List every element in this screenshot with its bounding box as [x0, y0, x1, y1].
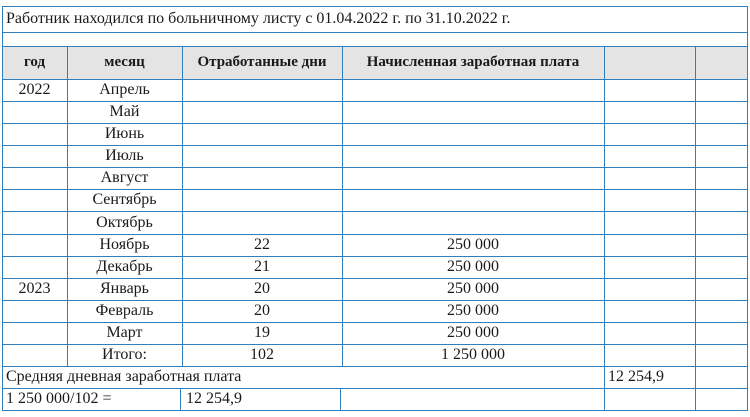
cell-year: [2, 101, 67, 123]
cell-worked-days: [182, 167, 342, 189]
grid-line-horizontal: [2, 79, 748, 80]
grid-line-horizontal: [2, 300, 748, 301]
cell-worked-days: [182, 79, 342, 101]
cell-accrued-salary: [342, 167, 604, 189]
cell-worked-days: [182, 145, 342, 167]
cell-accrued-salary: 250 000: [447, 301, 499, 319]
cell-year: [2, 300, 67, 322]
cell-year: 2022: [18, 81, 51, 99]
cell-month: Август: [100, 169, 149, 187]
cell-year: [2, 167, 67, 189]
cell-month: Февраль: [95, 301, 154, 319]
grid-line-vertical: [342, 46, 343, 366]
cell-month: Июль: [105, 147, 144, 165]
cell-year: [2, 344, 67, 366]
cell-worked-days: 22: [254, 235, 270, 253]
average-salary-label: Средняя дневная заработная плата: [6, 368, 242, 385]
average-salary-value: 12 254,9: [608, 368, 664, 385]
cell-accrued-salary: [342, 123, 604, 145]
grid-line-horizontal: [2, 278, 748, 279]
grid-line-vertical: [180, 388, 181, 410]
cell-year: [2, 189, 67, 211]
grid-line-vertical: [695, 46, 696, 410]
grid-line-horizontal: [2, 167, 748, 168]
cell-worked-days: 20: [254, 301, 270, 319]
table-title: Работник находился по больничному листу с 01.04.2022 г. по 31.10.2022 г.: [6, 10, 511, 27]
formula-result: 12 254,9: [186, 390, 242, 407]
cell-worked-days: [182, 211, 342, 233]
grid-line-vertical: [182, 46, 183, 366]
cell-worked-days: 20: [254, 279, 270, 297]
cell-worked-days: [182, 189, 342, 211]
cell-accrued-salary: [342, 211, 604, 233]
header-accrued-salary: Начисленная заработная плата: [366, 54, 580, 70]
grid-line-vertical: [604, 46, 605, 410]
cell-month: Итого:: [102, 345, 147, 363]
grid-line-horizontal: [2, 32, 748, 33]
grid-line-vertical: [2, 6, 3, 411]
cell-year: [2, 211, 67, 233]
grid-line-horizontal: [2, 101, 748, 102]
salary-table: [2, 6, 748, 410]
cell-worked-days: [182, 101, 342, 123]
cell-month: Июнь: [104, 125, 145, 143]
grid-line-horizontal: [2, 46, 748, 47]
grid-line-horizontal: [2, 322, 748, 323]
cell-month: Сентябрь: [92, 191, 157, 209]
cell-worked-days: [182, 123, 342, 145]
cell-year: [2, 256, 67, 278]
formula-expression: 1 250 000/102 =: [6, 390, 112, 407]
cell-month: Май: [109, 103, 140, 121]
cell-worked-days: 102: [250, 345, 274, 363]
cell-accrued-salary: 250 000: [447, 257, 499, 275]
cell-worked-days: 19: [254, 323, 270, 341]
grid-line-horizontal: [2, 189, 748, 190]
grid-line-horizontal: [2, 234, 748, 235]
grid-line-horizontal: [2, 344, 748, 345]
cell-accrued-salary: 250 000: [447, 235, 499, 253]
header-year: год: [23, 54, 46, 70]
cell-month: Ноябрь: [99, 235, 150, 253]
grid-line-horizontal: [2, 366, 748, 367]
grid-line-horizontal: [2, 6, 748, 7]
cell-accrued-salary: [342, 101, 604, 123]
grid-line-horizontal: [2, 145, 748, 146]
cell-year: [2, 322, 67, 344]
cell-accrued-salary: 1 250 000: [441, 345, 505, 363]
cell-year: [2, 234, 67, 256]
cell-accrued-salary: 250 000: [447, 279, 499, 297]
cell-year: 2023: [18, 279, 51, 297]
header-month: месяц: [104, 54, 145, 70]
grid-line-horizontal: [2, 211, 748, 212]
cell-month: Январь: [100, 279, 149, 297]
cell-month: Декабрь: [96, 257, 153, 275]
cell-worked-days: 21: [254, 257, 270, 275]
grid-line-horizontal: [2, 388, 748, 389]
grid-line-vertical: [747, 6, 748, 411]
grid-line-vertical: [67, 46, 68, 366]
cell-month: Март: [106, 323, 143, 341]
cell-accrued-salary: [342, 189, 604, 211]
cell-year: [2, 145, 67, 167]
grid-line-horizontal: [2, 256, 748, 257]
cell-accrued-salary: [342, 145, 604, 167]
cell-accrued-salary: [342, 79, 604, 101]
grid-line-horizontal: [2, 410, 748, 411]
cell-accrued-salary: 250 000: [447, 323, 499, 341]
cell-month: Апрель: [99, 81, 150, 99]
grid-line-horizontal: [2, 123, 748, 124]
cell-month: Октябрь: [96, 213, 153, 231]
grid-line-vertical: [340, 388, 341, 410]
cell-year: [2, 123, 67, 145]
header-worked-days: Отработанные дни: [197, 54, 327, 70]
